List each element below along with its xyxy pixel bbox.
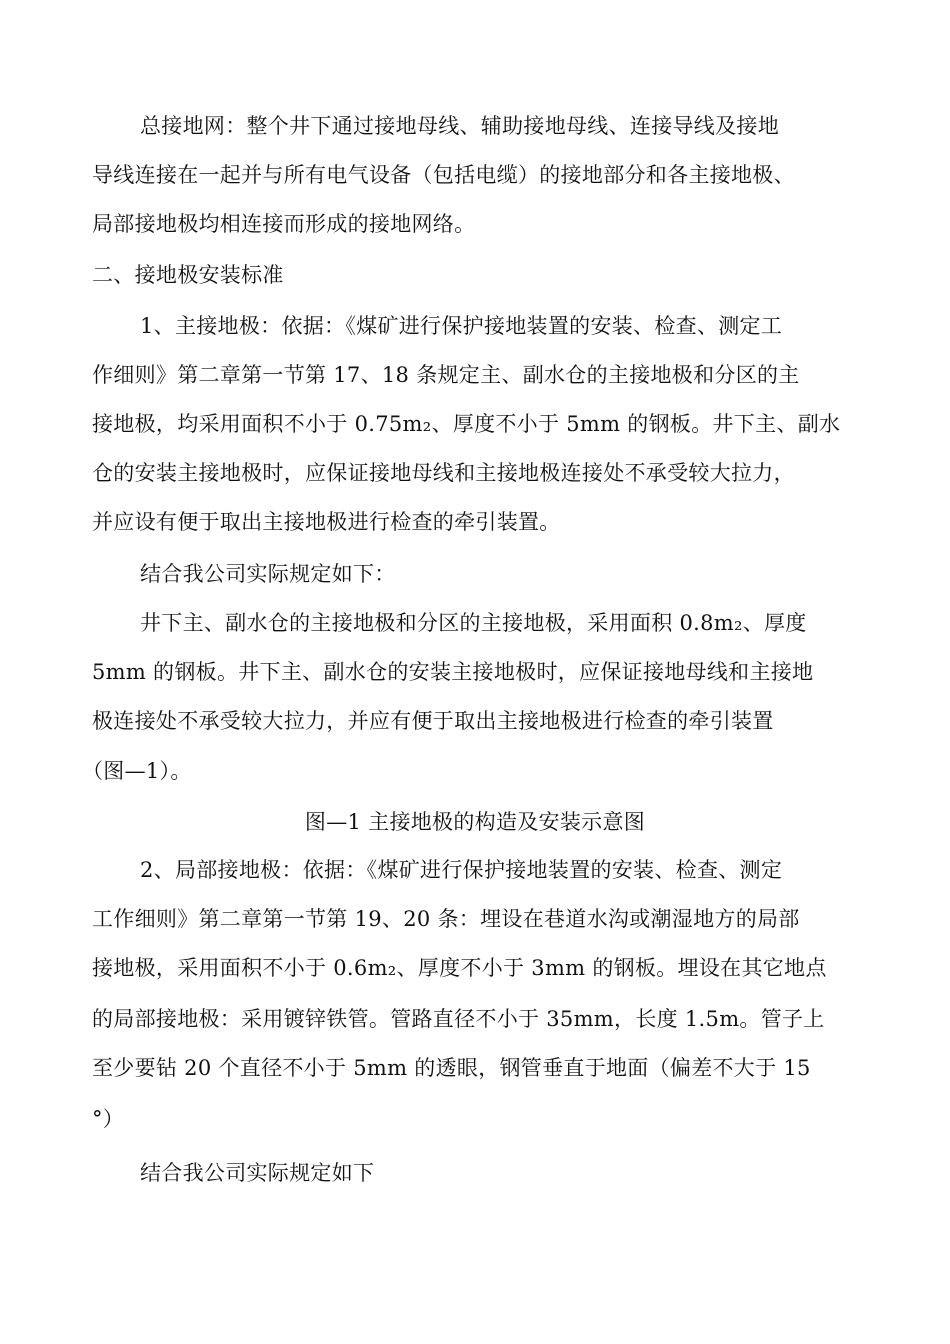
paragraph-local-electrode-line-1: 2、局部接地极：依据：《煤矿进行保护接地装置的安装、检查、测定 <box>140 858 783 882</box>
paragraph-local-electrode-line-4: 的局部接地极：采用镀锌铁管。管路直径不小于 35mm，长度 1.5m。管子上 <box>92 1007 825 1031</box>
paragraph-main-electrode-line-3: 接地极，均采用面积不小于 0.75m₂、厚度不小于 5mm 的钢板。井下主、副水 <box>92 412 841 436</box>
paragraph-total-grounding-line-3: 局部接地极均相连接而形成的接地网络。 <box>92 212 476 236</box>
paragraph-main-electrode-line-1: 1、主接地极：依据：《煤矿进行保护接地装置的安装、检查、测定工 <box>140 314 783 338</box>
paragraph-local-electrode-line-5: 至少要钻 20 个直径不小于 5mm 的透眼，钢管垂直于地面（偏差不大于 15 <box>92 1056 811 1080</box>
paragraph-local-electrode-line-3: 接地极，采用面积不小于 0.6m₂、厚度不小于 3mm 的钢板。埋设在其它地点 <box>92 956 827 980</box>
figure-caption: 图—1 主接地极的构造及安装示意图 <box>304 810 646 834</box>
paragraph-total-grounding-line-1: 总接地网：整个井下通过接地母线、辅助接地母线、连接导线及接地 <box>140 114 779 138</box>
paragraph-main-electrode-line-5: 并应设有便于取出主接地极进行检查的牵引装置。 <box>92 510 561 534</box>
paragraph-company-rules-intro: 结合我公司实际规定如下： <box>140 562 396 586</box>
paragraph-main-electrode-line-4: 仓的安装主接地极时，应保证接地母线和主接地极连接处不承受较大拉力， <box>92 461 795 485</box>
paragraph-local-electrode-line-2: 工作细则》第二章第一节第 19、20 条：埋设在巷道水沟或潮湿地方的局部 <box>92 907 800 931</box>
paragraph-local-electrode-line-6: °） <box>92 1107 125 1131</box>
paragraph-company-rules-closing: 结合我公司实际规定如下 <box>140 1161 375 1185</box>
paragraph-company-rules-line-4: （图—1）。 <box>82 759 192 783</box>
paragraph-company-rules-line-3: 极连接处不承受较大拉力，并应有便于取出主接地极进行检查的牵引装置 <box>92 709 774 733</box>
paragraph-main-electrode-line-2: 作细则》第二章第一节第 17、18 条规定主、副水仓的主接地极和分区的主 <box>92 363 800 387</box>
paragraph-company-rules-line-2: 5mm 的钢板。井下主、副水仓的安装主接地极时，应保证接地母线和主接地 <box>92 660 814 684</box>
paragraph-company-rules-line-1: 井下主、副水仓的主接地极和分区的主接地极，采用面积 0.8m₂、厚度 <box>140 611 807 635</box>
section-heading-grounding-electrode-standard: 二、接地极安装标准 <box>92 263 284 287</box>
paragraph-total-grounding-line-2: 导线连接在一起并与所有电气设备（包括电缆）的接地部分和各主接地极、 <box>92 163 795 187</box>
